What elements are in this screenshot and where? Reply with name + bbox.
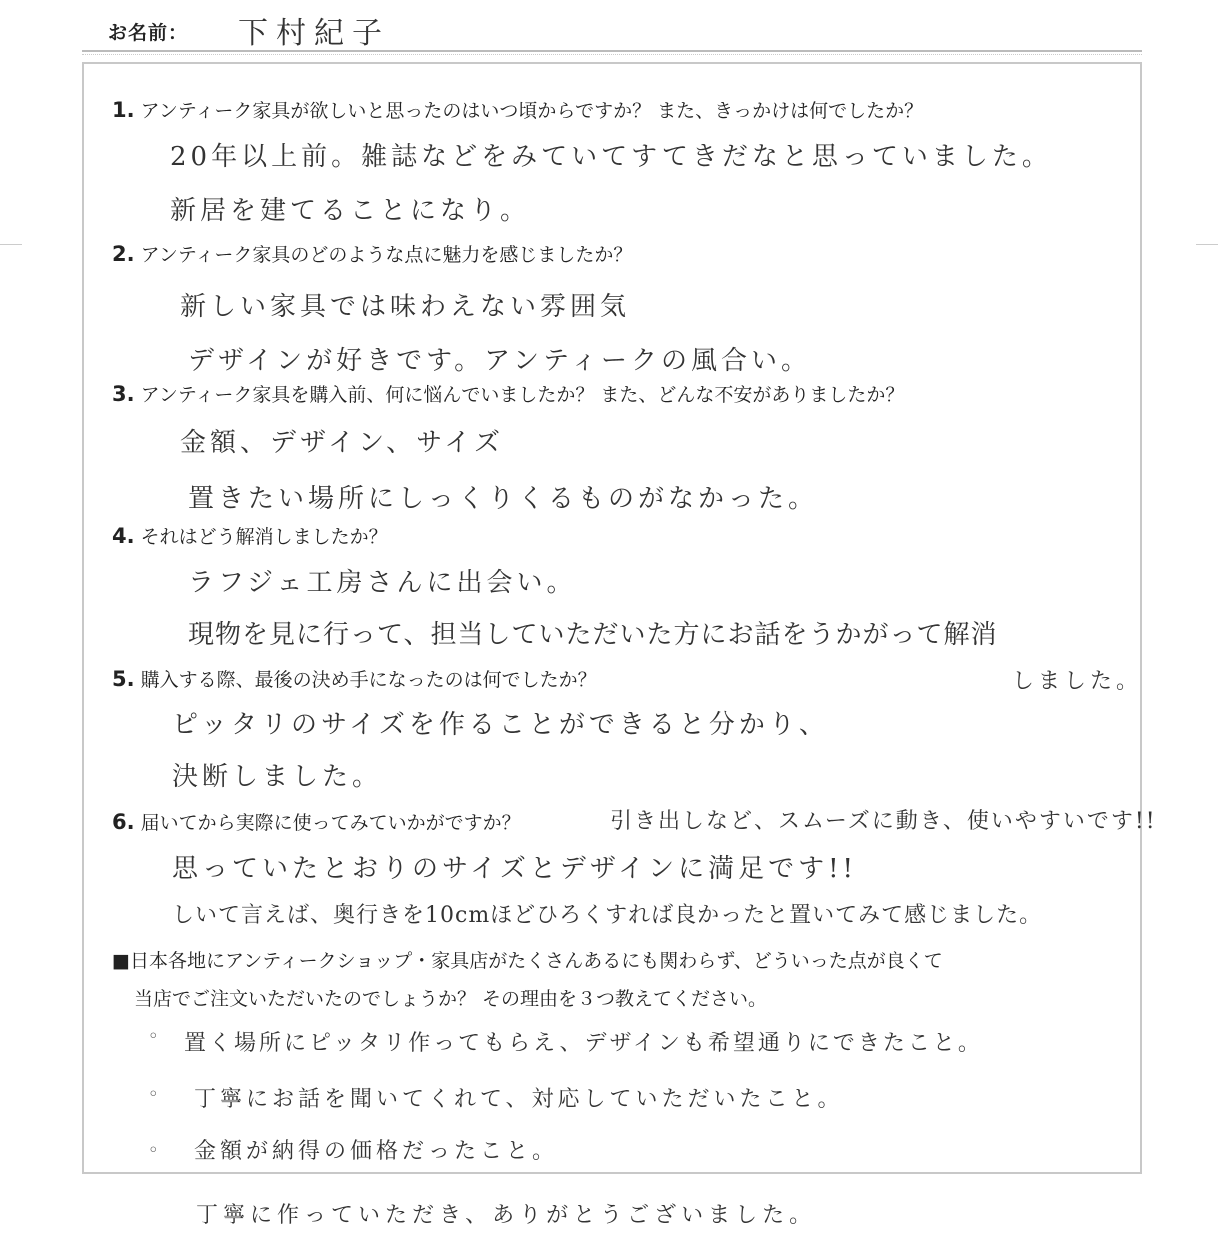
question-number: 6. [112,810,135,834]
answer-6-line-2: 思っていたとおりのサイズとデザインに満足です!! [172,854,857,884]
question-number: 5. [112,667,135,691]
question-number: 1. [112,98,135,122]
answer-6-line-3: しいて言えば、奥行きを10cmほどひろくすれば良かったと置いてみて感じました。 [172,903,1043,928]
margin-mark [1196,244,1218,245]
reason-3: 金額が納得の価格だったこと。 [194,1139,559,1164]
reason-2: 丁寧にお話を聞いてくれて、対応していただいたこと。 [194,1087,844,1112]
question-6 [112,808,521,835]
margin-mark [0,244,22,245]
question-number: 3. [112,382,135,406]
answer-6-line-1: 引き出しなど、スムーズに動き、使いやすいです!! [610,809,1157,834]
question-1 [112,96,923,123]
name-label: お名前： [108,22,189,44]
header-divider [82,50,1142,52]
answer-4-line-3: しました。 [1012,669,1143,694]
bullet-icon: ◦ [148,1026,159,1047]
reason-1: 置く場所にピッタリ作ってもらえ、デザインも希望通りにできたこと。 [184,1031,983,1056]
question-text: 届いてから実際に使ってみていかがですか？ [140,812,521,834]
answer-4-line-2: 現物を見に行って、担当していただいた方にお話をうかがって解消 [188,620,998,650]
question-3 [112,380,904,407]
question-number: 4. [112,524,135,548]
question-text: アンティーク家具のどのような点に魅力を感じましたか？ [140,244,633,266]
answer-1-line-1: 20年以上前。雑誌などをみていてすてきだなと思っていました。 [170,142,1052,172]
question-text: 購入する際、最後の決め手になったのは何でしたか？ [140,669,597,691]
header-divider-dotted [82,54,1142,55]
answer-2-line-2: デザインが好きです。アンティークの風合い。 [188,346,811,376]
final-question-line-1: ■日本各地にアンティークショップ・家具店がたくさんあるにも関わらず、どういった点が良くて [112,950,943,972]
final-question-line-2: 当店でご注文いただいたのでしょうか？ その理由を３つ教えてください。 [134,988,768,1010]
bullet-icon: ◦ [148,1140,159,1161]
question-4 [112,522,388,549]
answer-5-line-1: ピッタリのサイズを作ることができると分かり、 [172,710,829,740]
answer-2-line-1: 新しい家具では味わえない雰囲気 [180,292,631,322]
answer-3-line-1: 金額、デザイン、サイズ [180,428,505,458]
answer-1-line-2: 新居を建てることになり。 [170,196,531,226]
question-text: それはどう解消しましたか？ [140,526,388,548]
question-text: アンティーク家具を購入前、何に悩んでいましたか？ また、どんな不安がありましたか？ [140,384,905,406]
question-5 [112,665,597,692]
answer-3-line-2: 置きたい場所にしっくりくるものがなかった。 [188,484,819,514]
answer-5-line-2: 決断しました。 [172,762,383,792]
closing-note: 丁寧に作っていただき、ありがとうございました。 [196,1203,817,1228]
name-value: 下村紀子 [238,16,390,51]
question-2 [112,240,632,267]
question-number: 2. [112,242,135,266]
question-text: アンティーク家具が欲しいと思ったのはいつ頃からですか？ また、きっかけは何でしたか？ [140,100,924,122]
bullet-icon: ◦ [148,1084,159,1105]
answer-4-line-1: ラフジェ工房さんに出会い。 [188,568,577,598]
